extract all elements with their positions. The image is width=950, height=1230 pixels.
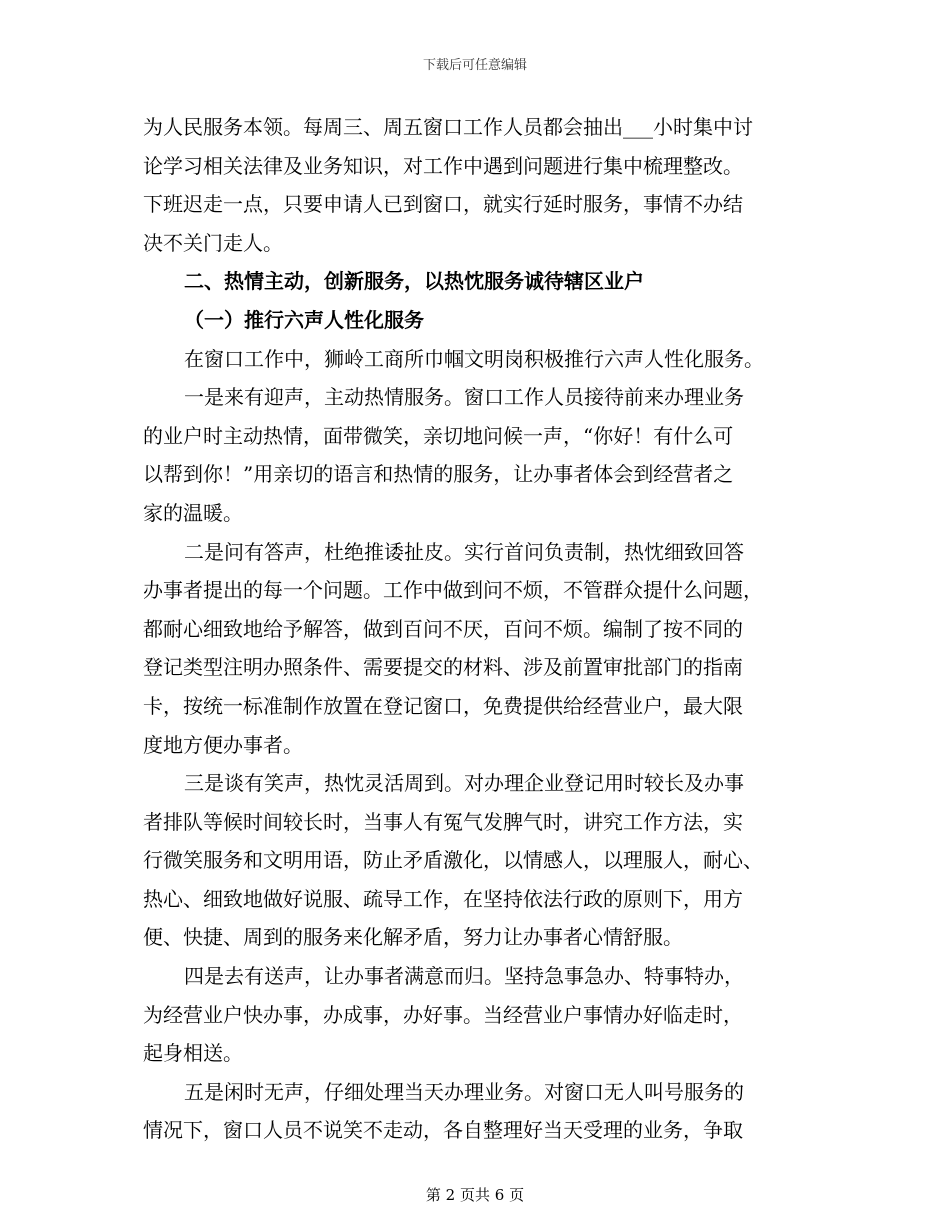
text-line: 三是谈有笑声，热忱灵活周到。对办理企业登记用时较长及办事: [184, 771, 744, 796]
text-line: 在窗口工作中，狮岭工商所巾帼文明岗积极推行六声人性化服务。: [184, 346, 764, 371]
text-line: 便、快捷、周到的服务来化解矛盾，努力让办事者心情舒服。: [143, 925, 683, 950]
text-line: 为经营业户快办事，办成事，办好事。当经营业户事情办好临走时，: [143, 1002, 743, 1027]
text-line: 情况下，窗口人员不说笑不走动，各自整理好当天受理的业务，争取: [143, 1118, 743, 1143]
section-heading: （一）推行六声人性化服务: [184, 307, 424, 332]
text-line: 起身相送。: [143, 1041, 243, 1066]
text-line: 决不关门走人。: [143, 230, 283, 255]
text-line: 热心、细致地做好说服、疏导工作，在坚持依法行政的原则下，用方: [143, 886, 743, 911]
text-line: 办事者提出的每一个问题。工作中做到问不烦，不管群众提什么问题，: [143, 578, 763, 603]
text-line: 度地方便办事者。: [143, 732, 303, 757]
text-line: 家的温暖。: [143, 500, 243, 525]
text-line: 论学习相关法律及业务知识，对工作中遇到问题进行集中梳理整改。: [143, 153, 743, 178]
text-line: 下班迟走一点，只要申请人已到窗口，就实行延时服务，事情不办结: [143, 192, 743, 217]
text-line: 为人民服务本领。每周三、周五窗口工作人员都会抽出___小时集中讨: [143, 115, 753, 139]
text-line: 二是问有答声，杜绝推诿扯皮。实行首问负责制，热忱细致回答: [184, 539, 744, 564]
text-line: 四是去有送声，让办事者满意而归。坚持急事急办、特事特办，: [184, 964, 744, 989]
text-line: 以帮到你！”用亲切的语言和热情的服务，让办事者体会到经营者之: [143, 462, 734, 487]
text-line: 行微笑服务和文明用语，防止矛盾激化，以情感人，以理服人，耐心、: [143, 848, 763, 873]
text-line: 一是来有迎声，主动热情服务。窗口工作人员接待前来办理业务: [184, 385, 744, 410]
page-header: 下载后可任意编辑: [422, 58, 527, 73]
section-heading: 二、热情主动，创新服务，以热忱服务诚待辖区业户: [184, 269, 644, 294]
text-line: 卡，按统一标准制作放置在登记窗口，免费提供给经营业户，最大限: [143, 693, 743, 718]
text-line: 都耐心细致地给予解答，做到百问不厌，百问不烦。编制了按不同的: [143, 616, 743, 641]
text-line: 的业户时主动热情，面带微笑，亲切地问候一声，“你好！有什么可: [143, 423, 734, 448]
text-line: 五是闲时无声，仔细处理当天办理业务。对窗口无人叫号服务的: [184, 1079, 744, 1104]
document-body: [143, 108, 823, 1150]
text-line: 登记类型注明办照条件、需要提交的材料、涉及前置审批部门的指南: [143, 655, 743, 680]
page-footer: 第 2 页共 6 页: [425, 1186, 525, 1204]
text-line: 者排队等候时间较长时，当事人有冤气发脾气时，讲究工作方法，实: [143, 809, 743, 834]
